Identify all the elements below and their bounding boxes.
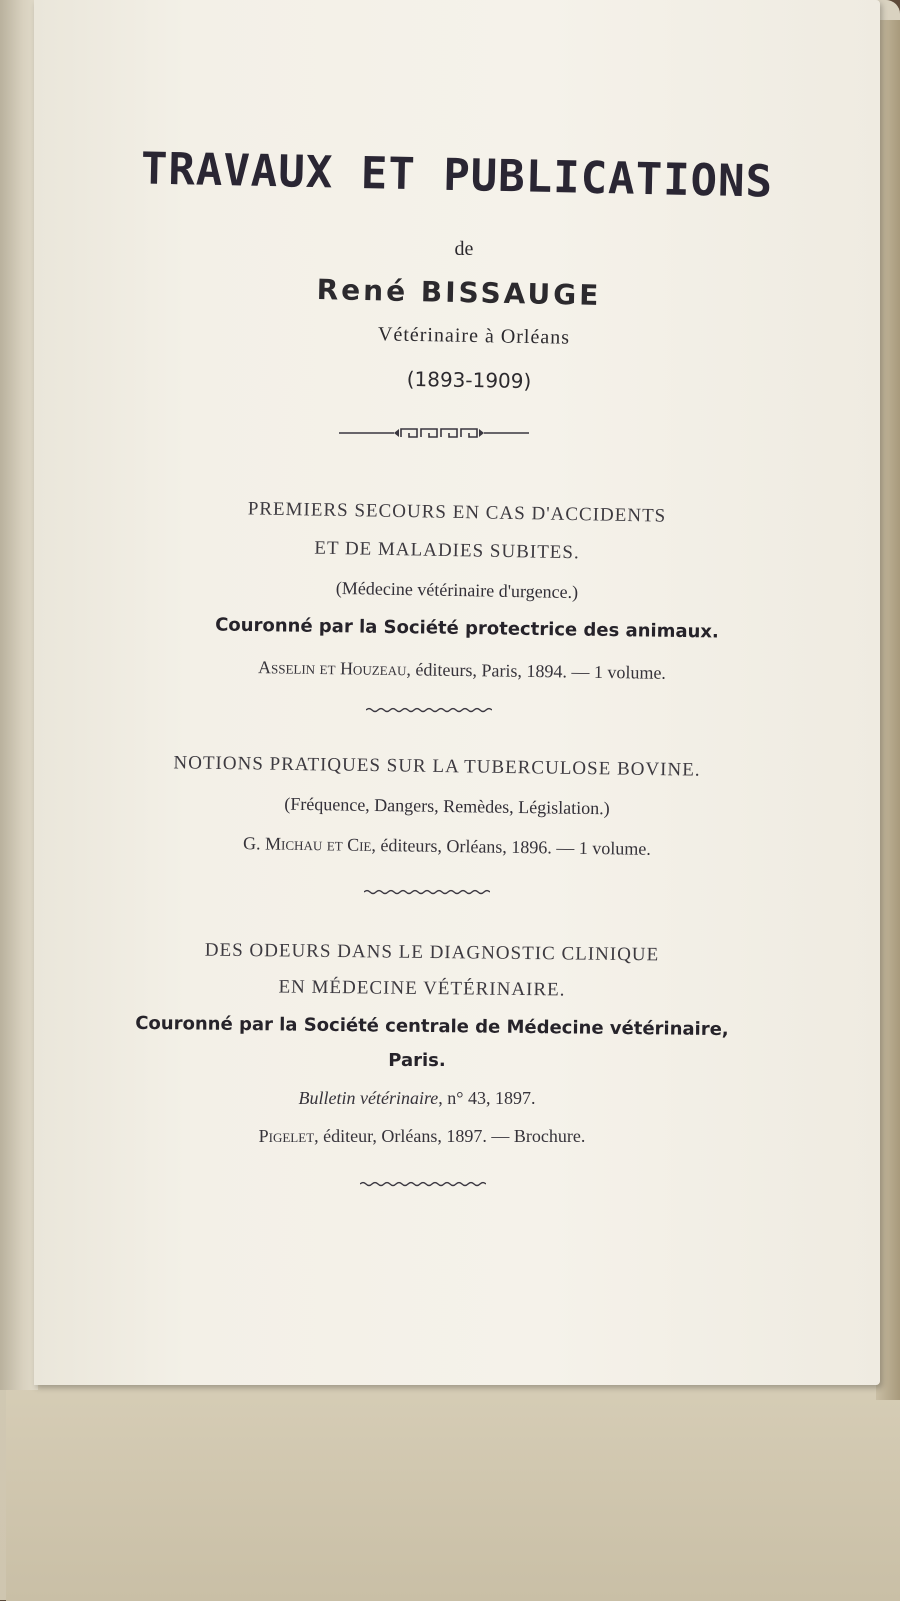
divider-2-icon (364, 888, 490, 896)
work-3-bulletin-details: , n° 43, 1897. (438, 1088, 536, 1108)
work-3-publisher (0, 1126, 845, 1147)
work-2-publisher (24, 830, 870, 863)
header-ornament-icon (339, 425, 529, 441)
work-1-publisher-name: Asselin et Houzeau (257, 657, 407, 680)
work-1-title-line1: PREMIERS SECOURS EN CAS D'ACCIDENTS (247, 498, 667, 527)
work-3-title-line2: EN MÉDECINE VÉTÉRINAIRE. (278, 976, 566, 1001)
author-dates: (1893-1909) (406, 366, 532, 394)
work-3-publisher-details: , éditeur, Orléans, 1897. — Brochure. (314, 1126, 586, 1146)
page-title: TRAVAUX ET PUBLICATIONS (140, 143, 774, 208)
work-1-publisher (39, 654, 885, 687)
work-2-publisher-name: G. Michau et Cie (242, 833, 372, 855)
author-name: René BISSAUGE (316, 273, 602, 312)
work-1-title-line2: ET DE MALADIES SUBITES. (314, 537, 580, 564)
book-gutter (0, 0, 38, 1390)
work-2-publisher-details: , éditeurs, Orléans, 1896. — 1 volume. (371, 834, 652, 859)
by-line: de (454, 238, 474, 260)
work-2-subtitle: (Fréquence, Dangers, Remèdes, Législation.) (284, 793, 610, 819)
work-2-title: NOTIONS PRATIQUES SUR LA TUBERCULOSE BOVINE. (173, 752, 701, 781)
work-3-title-line1: DES ODEURS DANS LE DIAGNOSTIC CLINIQUE (204, 939, 660, 966)
under-page (6, 1380, 900, 1601)
work-1-publisher-details: , éditeurs, Paris, 1894. — 1 volume. (406, 659, 667, 683)
work-3-award-line2: Paris. (388, 1050, 446, 1071)
work-1-award: Couronné par la Société protectrice des animaux. (215, 614, 719, 643)
work-3-publisher-name: Pigelet (258, 1126, 315, 1146)
divider-1-icon (366, 706, 492, 714)
book-page (34, 0, 880, 1385)
work-3-award-line1: Couronné par la Société centrale de Médecine vétérinaire, (135, 1012, 729, 1041)
work-3-bulletin-title: Bulletin vétérinaire (298, 1088, 439, 1108)
author-profession: Vétérinaire à Orléans (377, 323, 571, 349)
work-3-bulletin (0, 1088, 840, 1109)
divider-3-icon (360, 1180, 486, 1188)
work-1-subtitle: (Médecine vétérinaire d'urgence.) (335, 577, 579, 603)
